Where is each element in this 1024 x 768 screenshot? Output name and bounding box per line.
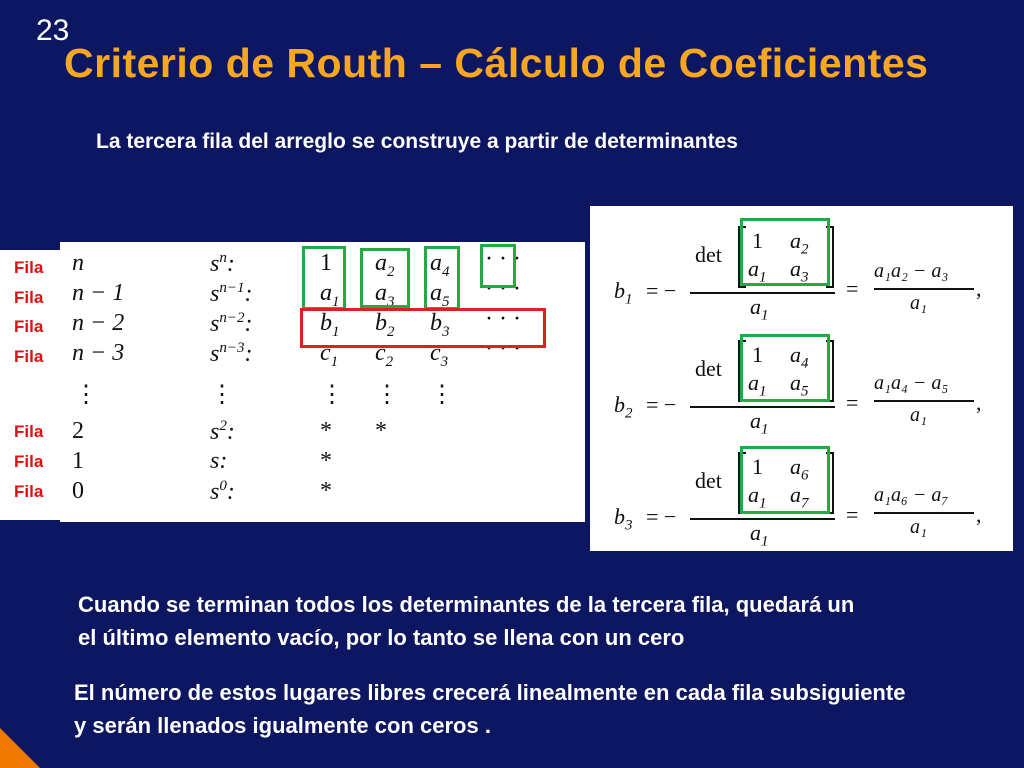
paragraph-line: Cuando se terminan todos los determinantes de la tercera fila, quedará un <box>78 592 855 617</box>
row-s-power: $s^{n-2}$: <box>210 310 253 337</box>
matrix-entry: $a_1$ <box>748 256 767 286</box>
row-order: 2 <box>72 418 84 444</box>
matrix-entry: $a_7$ <box>790 482 809 512</box>
fila-label-panel <box>0 250 62 520</box>
paragraph-free-places <box>74 676 1004 742</box>
fraction-line <box>874 288 974 290</box>
formula-lhs: $b_1$ <box>614 278 633 308</box>
paragraph-line: El número de estos lugares libres crecerá linealmente en cada fila subsiguiente <box>74 680 906 705</box>
row-s-power: $s^2$: <box>210 418 235 445</box>
matrix-entry: $a_6$ <box>790 454 809 484</box>
row-order: n − 2 <box>72 310 125 336</box>
matrix-entry: $a_1$ <box>748 482 767 512</box>
vertical-ellipsis: ⋮ <box>430 382 454 408</box>
paragraph-line: el último elemento vacío, por lo tanto se llena con un cero <box>78 625 685 650</box>
row-order: n − 3 <box>72 340 125 366</box>
equals-minus: = − <box>646 504 677 529</box>
coef-cell: $a_4$ <box>430 250 450 280</box>
fila-label: Fila <box>14 258 44 277</box>
highlight-matrix <box>740 218 830 286</box>
matrix-entry: $a_3$ <box>790 256 809 286</box>
fraction-denominator: $a_1$ <box>750 294 769 324</box>
det-label: det <box>695 356 722 381</box>
fila-label: Fila <box>14 347 44 366</box>
coef-cell: * <box>320 478 332 504</box>
coef-cell: $a_3$ <box>375 280 395 310</box>
coef-cell: $c_3$ <box>430 340 449 370</box>
rhs-denominator: a₁ <box>910 292 927 314</box>
fila-label: Fila <box>14 288 44 307</box>
routh-table <box>60 242 585 522</box>
row-s-power: $s^n$: <box>210 250 235 277</box>
coef-cell: 1 <box>320 250 332 276</box>
vertical-ellipsis: ⋮ <box>375 382 399 408</box>
highlight-col-4 <box>480 244 516 288</box>
coef-cell: · · · <box>485 276 521 302</box>
paragraph-line: y serán llenados igualmente con ceros . <box>74 713 491 738</box>
slide-number: 23 <box>36 14 70 47</box>
formula-lhs: $b_3$ <box>614 504 633 534</box>
paragraph-third-row <box>78 588 978 654</box>
corner-decoration <box>0 728 40 768</box>
matrix-entry: 1 <box>752 342 763 367</box>
matrix-entry: 1 <box>752 454 763 479</box>
rhs-numerator: a₁a₆ − a₇ <box>874 484 949 506</box>
slide-title: Criterio de Routh – Cálculo de Coeficientes <box>64 40 929 86</box>
det-label: det <box>695 468 722 493</box>
subtitle: La tercera fila del arreglo se construye a partir de determinantes <box>96 130 738 153</box>
fila-label: Fila <box>14 482 44 501</box>
row-s-power: $s^{n-3}$: <box>210 340 253 367</box>
row-order: 1 <box>72 448 84 474</box>
rhs-numerator: a₁a₄ − a₅ <box>874 372 949 394</box>
comma: , <box>976 276 982 301</box>
fila-label: Fila <box>14 452 44 471</box>
comma: , <box>976 502 982 527</box>
coef-cell: $b_2$ <box>375 310 395 340</box>
matrix-entry: $a_5$ <box>790 370 809 400</box>
fraction-denominator: $a_1$ <box>750 520 769 550</box>
formula-lhs: $b_2$ <box>614 392 633 422</box>
matrix-entry: $a_2$ <box>790 228 809 258</box>
vertical-ellipsis: ⋮ <box>74 382 98 408</box>
coef-cell: $c_1$ <box>320 340 339 370</box>
fraction-line <box>874 512 974 514</box>
coef-cell: · · · <box>485 306 521 332</box>
coef-cell: * <box>320 418 332 444</box>
rhs-denominator: a₁ <box>910 516 927 538</box>
coef-cell: $a_1$ <box>320 280 340 310</box>
equals-minus: = − <box>646 278 677 303</box>
row-order: n − 1 <box>72 280 125 306</box>
coef-cell: · · · <box>485 246 521 272</box>
equals-minus: = − <box>646 392 677 417</box>
comma: , <box>976 390 982 415</box>
fraction-denominator: $a_1$ <box>750 408 769 438</box>
coef-cell: $c_2$ <box>375 340 394 370</box>
matrix-entry: $a_1$ <box>748 370 767 400</box>
fraction-line <box>874 400 974 402</box>
formula-panel <box>590 206 1013 551</box>
row-s-power: $s^0$: <box>210 478 235 505</box>
vertical-ellipsis: ⋮ <box>320 382 344 408</box>
highlight-matrix <box>740 446 830 514</box>
coef-cell: $a_2$ <box>375 250 395 280</box>
fila-label: Fila <box>14 317 44 336</box>
highlight-third-row <box>300 308 546 348</box>
coef-cell: $b_1$ <box>320 310 340 340</box>
coef-cell: $b_3$ <box>430 310 450 340</box>
matrix-entry: 1 <box>752 228 763 253</box>
highlight-col-1 <box>302 246 346 310</box>
equals-sign: = <box>846 276 859 301</box>
highlight-matrix <box>740 334 830 402</box>
matrix-entry: $a_4$ <box>790 342 809 372</box>
coef-cell: * <box>375 418 387 444</box>
coef-cell: * <box>320 448 332 474</box>
det-label: det <box>695 242 722 267</box>
row-s-power: $s^{n-1}$: <box>210 280 253 307</box>
row-s-power: s: <box>210 448 228 474</box>
row-order: n <box>72 250 84 276</box>
coef-cell: $a_5$ <box>430 280 450 310</box>
row-order: 0 <box>72 478 84 504</box>
equals-sign: = <box>846 390 859 415</box>
coef-cell: · · · <box>485 336 521 362</box>
rhs-denominator: a₁ <box>910 404 927 426</box>
vertical-ellipsis: ⋮ <box>210 382 234 408</box>
fila-label: Fila <box>14 422 44 441</box>
highlight-col-3 <box>424 246 460 310</box>
highlight-col-2 <box>360 248 410 308</box>
equals-sign: = <box>846 502 859 527</box>
rhs-numerator: a₁a₂ − a₃ <box>874 260 949 282</box>
